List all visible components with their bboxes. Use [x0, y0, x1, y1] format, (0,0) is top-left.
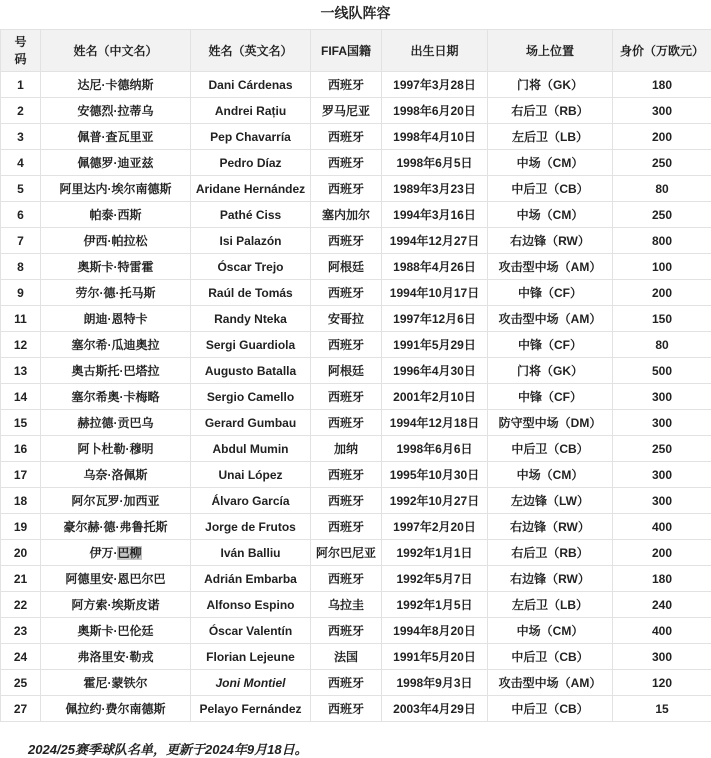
cell-nationality: 罗马尼亚 — [311, 98, 382, 124]
cell-name-cn: 伊万·巴柳 — [41, 540, 191, 566]
cell-number: 15 — [1, 410, 41, 436]
cell-name-en: Sergi Guardiola — [191, 332, 311, 358]
cell-number: 20 — [1, 540, 41, 566]
cell-number: 3 — [1, 124, 41, 150]
cell-position: 攻击型中场（AM） — [488, 254, 613, 280]
cell-value: 300 — [613, 488, 711, 514]
table-row — [1, 280, 711, 306]
table-row — [1, 176, 711, 202]
cell-value: 300 — [613, 644, 711, 670]
column-header-position: 场上位置 — [488, 30, 613, 72]
cell-dob: 1992年1月1日 — [382, 540, 488, 566]
table-row — [1, 670, 711, 696]
cell-value: 300 — [613, 462, 711, 488]
cell-nationality: 西班牙 — [311, 124, 382, 150]
cell-name-en: Pep Chavarría — [191, 124, 311, 150]
cell-number: 6 — [1, 202, 41, 228]
cell-number: 23 — [1, 618, 41, 644]
cell-name-cn: 阿尔瓦罗·加西亚 — [41, 488, 191, 514]
cell-name-cn: 阿里达内·埃尔南德斯 — [41, 176, 191, 202]
cell-number: 2 — [1, 98, 41, 124]
cell-position: 中场（CM） — [488, 618, 613, 644]
table-row — [1, 514, 711, 540]
cell-position: 右后卫（RB） — [488, 540, 613, 566]
column-header-name-cn: 姓名（中文名） — [41, 30, 191, 72]
cell-name-en: Iván Balliu — [191, 540, 311, 566]
cell-position: 门将（GK） — [488, 358, 613, 384]
cell-number: 24 — [1, 644, 41, 670]
cell-value: 300 — [613, 98, 711, 124]
cell-name-en: Gerard Gumbau — [191, 410, 311, 436]
cell-name-en: Florian Lejeune — [191, 644, 311, 670]
cell-nationality: 西班牙 — [311, 462, 382, 488]
cell-name-en: Augusto Batalla — [191, 358, 311, 384]
cell-name-cn: 豪尔赫·德·弗鲁托斯 — [41, 514, 191, 540]
cell-name-cn: 奥斯卡·特雷霍 — [41, 254, 191, 280]
cell-dob: 1998年6月20日 — [382, 98, 488, 124]
cell-position: 中锋（CF） — [488, 332, 613, 358]
cell-dob: 1996年4月30日 — [382, 358, 488, 384]
cell-dob: 1994年12月27日 — [382, 228, 488, 254]
cell-dob: 1988年4月26日 — [382, 254, 488, 280]
cell-nationality: 西班牙 — [311, 72, 382, 98]
cell-name-en: Pedro Díaz — [191, 150, 311, 176]
cell-dob: 1994年10月17日 — [382, 280, 488, 306]
cell-name-en: Pathé Ciss — [191, 202, 311, 228]
cell-value: 150 — [613, 306, 711, 332]
cell-number: 4 — [1, 150, 41, 176]
cell-number: 25 — [1, 670, 41, 696]
cell-position: 中后卫（CB） — [488, 436, 613, 462]
cell-name-cn: 奥斯卡·巴伦廷 — [41, 618, 191, 644]
cell-position: 左后卫（LB） — [488, 124, 613, 150]
cell-value: 400 — [613, 618, 711, 644]
cell-name-en: Óscar Valentín — [191, 618, 311, 644]
cell-nationality: 阿根廷 — [311, 254, 382, 280]
selected-text: 巴柳 — [117, 546, 142, 560]
cell-position: 防守型中场（DM） — [488, 410, 613, 436]
cell-name-cn: 阿卜杜勒·穆明 — [41, 436, 191, 462]
cell-name-en: Dani Cárdenas — [191, 72, 311, 98]
cell-position: 右后卫（RB） — [488, 98, 613, 124]
cell-position: 右边锋（RW） — [488, 566, 613, 592]
cell-value: 250 — [613, 150, 711, 176]
cell-name-cn: 塞尔希奥·卡梅略 — [41, 384, 191, 410]
cell-value: 180 — [613, 72, 711, 98]
table-row — [1, 618, 711, 644]
table-row — [1, 202, 711, 228]
cell-nationality: 西班牙 — [311, 332, 382, 358]
cell-name-en: Joni Montiel — [191, 670, 311, 696]
cell-nationality: 西班牙 — [311, 150, 382, 176]
table-row — [1, 150, 711, 176]
cell-position: 攻击型中场（AM） — [488, 670, 613, 696]
cell-name-cn: 乌奈·洛佩斯 — [41, 462, 191, 488]
cell-position: 门将（GK） — [488, 72, 613, 98]
cell-name-cn: 塞尔希·瓜迪奥拉 — [41, 332, 191, 358]
cell-position: 右边锋（RW） — [488, 228, 613, 254]
cell-number: 27 — [1, 696, 41, 722]
cell-dob: 1992年10月27日 — [382, 488, 488, 514]
cell-name-en: Alfonso Espino — [191, 592, 311, 618]
table-row — [1, 696, 711, 722]
cell-number: 7 — [1, 228, 41, 254]
cell-name-en: Pelayo Fernández — [191, 696, 311, 722]
cell-position: 中锋（CF） — [488, 280, 613, 306]
squad-page — [0, 6, 711, 758]
cell-dob: 1994年3月16日 — [382, 202, 488, 228]
table-row — [1, 306, 711, 332]
cell-name-cn: 阿方索·埃斯皮诺 — [41, 592, 191, 618]
cell-number: 14 — [1, 384, 41, 410]
cell-name-cn: 帕泰·西斯 — [41, 202, 191, 228]
cell-dob: 1997年3月28日 — [382, 72, 488, 98]
cell-number: 5 — [1, 176, 41, 202]
cell-position: 中场（CM） — [488, 462, 613, 488]
cell-value: 300 — [613, 410, 711, 436]
cell-name-en: Álvaro García — [191, 488, 311, 514]
cell-nationality: 西班牙 — [311, 280, 382, 306]
cell-value: 80 — [613, 332, 711, 358]
column-header-value: 身价（万欧元） — [613, 30, 711, 72]
cell-dob: 1998年6月6日 — [382, 436, 488, 462]
cell-name-en: Abdul Mumin — [191, 436, 311, 462]
cell-dob: 1997年12月6日 — [382, 306, 488, 332]
cell-name-cn: 赫拉德·贡巴乌 — [41, 410, 191, 436]
footer-note: 2024/25赛季球队名单，更新于2024年9月18日。 — [28, 742, 308, 757]
cell-value: 250 — [613, 436, 711, 462]
cell-position: 攻击型中场（AM） — [488, 306, 613, 332]
cell-nationality: 法国 — [311, 644, 382, 670]
table-row — [1, 72, 711, 98]
cell-value: 240 — [613, 592, 711, 618]
cell-name-en: Adrián Embarba — [191, 566, 311, 592]
cell-dob: 1997年2月20日 — [382, 514, 488, 540]
cell-dob: 1991年5月20日 — [382, 644, 488, 670]
cell-value: 100 — [613, 254, 711, 280]
cell-dob: 1995年10月30日 — [382, 462, 488, 488]
cell-value: 800 — [613, 228, 711, 254]
cell-dob: 1992年5月7日 — [382, 566, 488, 592]
cell-position: 中后卫（CB） — [488, 176, 613, 202]
cell-value: 300 — [613, 384, 711, 410]
cell-number: 17 — [1, 462, 41, 488]
cell-value: 200 — [613, 280, 711, 306]
cell-number: 18 — [1, 488, 41, 514]
cell-dob: 1998年6月5日 — [382, 150, 488, 176]
column-header-dob: 出生日期 — [382, 30, 488, 72]
cell-name-en: Raúl de Tomás — [191, 280, 311, 306]
cell-nationality: 西班牙 — [311, 566, 382, 592]
cell-position: 左边锋（LW） — [488, 488, 613, 514]
cell-name-cn: 达尼·卡德纳斯 — [41, 72, 191, 98]
table-row — [1, 566, 711, 592]
table-row — [1, 384, 711, 410]
table-row — [1, 124, 711, 150]
cell-nationality: 西班牙 — [311, 410, 382, 436]
cell-value: 80 — [613, 176, 711, 202]
cell-value: 180 — [613, 566, 711, 592]
cell-nationality: 阿根廷 — [311, 358, 382, 384]
cell-number: 22 — [1, 592, 41, 618]
squad-table — [0, 29, 711, 722]
cell-nationality: 西班牙 — [311, 176, 382, 202]
table-row — [1, 488, 711, 514]
cell-nationality: 西班牙 — [311, 228, 382, 254]
cell-position: 中场（CM） — [488, 150, 613, 176]
cell-name-cn: 佩普·查瓦里亚 — [41, 124, 191, 150]
cell-number: 8 — [1, 254, 41, 280]
cell-name-en: Óscar Trejo — [191, 254, 311, 280]
cell-name-en: Sergio Camello — [191, 384, 311, 410]
cell-number: 11 — [1, 306, 41, 332]
cell-name-cn: 弗洛里安·勒戎 — [41, 644, 191, 670]
cell-name-en: Aridane Hernández — [191, 176, 311, 202]
table-row — [1, 332, 711, 358]
cell-name-en: Isi Palazón — [191, 228, 311, 254]
cell-value: 200 — [613, 124, 711, 150]
cell-dob: 2003年4月29日 — [382, 696, 488, 722]
cell-nationality: 西班牙 — [311, 514, 382, 540]
cell-dob: 1991年5月29日 — [382, 332, 488, 358]
cell-name-cn: 安德烈·拉蒂乌 — [41, 98, 191, 124]
cell-name-en: Jorge de Frutos — [191, 514, 311, 540]
cell-nationality: 乌拉圭 — [311, 592, 382, 618]
cell-name-cn: 劳尔·德·托马斯 — [41, 280, 191, 306]
cell-number: 21 — [1, 566, 41, 592]
cell-dob: 1989年3月23日 — [382, 176, 488, 202]
cell-dob: 1994年12月18日 — [382, 410, 488, 436]
cell-nationality: 西班牙 — [311, 384, 382, 410]
cell-nationality: 塞内加尔 — [311, 202, 382, 228]
cell-name-cn: 霍尼·蒙铁尔 — [41, 670, 191, 696]
cell-name-cn: 伊西·帕拉松 — [41, 228, 191, 254]
table-body — [1, 72, 711, 722]
cell-dob: 2001年2月10日 — [382, 384, 488, 410]
column-header-no: 号码 — [1, 30, 41, 72]
table-row — [1, 410, 711, 436]
cell-nationality: 西班牙 — [311, 618, 382, 644]
cell-value: 200 — [613, 540, 711, 566]
table-row — [1, 592, 711, 618]
table-row — [1, 540, 711, 566]
cell-nationality: 阿尔巴尼亚 — [311, 540, 382, 566]
cell-nationality: 西班牙 — [311, 696, 382, 722]
column-header-nationality: FIFA国籍 — [311, 30, 382, 72]
cell-name-en: Unai López — [191, 462, 311, 488]
cell-number: 13 — [1, 358, 41, 384]
cell-name-en: Randy Nteka — [191, 306, 311, 332]
table-row — [1, 358, 711, 384]
cell-number: 1 — [1, 72, 41, 98]
table-row — [1, 228, 711, 254]
column-header-name-en: 姓名（英文名） — [191, 30, 311, 72]
cell-number: 19 — [1, 514, 41, 540]
cell-name-cn: 佩德罗·迪亚兹 — [41, 150, 191, 176]
cell-dob: 1992年1月5日 — [382, 592, 488, 618]
cell-dob: 1998年4月10日 — [382, 124, 488, 150]
cell-nationality: 西班牙 — [311, 488, 382, 514]
page-title: 一线队阵容 — [320, 5, 391, 21]
cell-position: 右边锋（RW） — [488, 514, 613, 540]
cell-position: 左后卫（LB） — [488, 592, 613, 618]
cell-name-cn: 奥古斯托·巴塔拉 — [41, 358, 191, 384]
table-row — [1, 462, 711, 488]
table-row — [1, 644, 711, 670]
cell-name-cn: 阿德里安·恩巴尔巴 — [41, 566, 191, 592]
cell-number: 16 — [1, 436, 41, 462]
cell-position: 中锋（CF） — [488, 384, 613, 410]
cell-value: 15 — [613, 696, 711, 722]
cell-value: 120 — [613, 670, 711, 696]
cell-position: 中后卫（CB） — [488, 644, 613, 670]
cell-value: 500 — [613, 358, 711, 384]
cell-value: 250 — [613, 202, 711, 228]
cell-position: 中场（CM） — [488, 202, 613, 228]
table-row — [1, 436, 711, 462]
cell-nationality: 加纳 — [311, 436, 382, 462]
header-row — [1, 30, 711, 72]
cell-nationality: 安哥拉 — [311, 306, 382, 332]
cell-dob: 1998年9月3日 — [382, 670, 488, 696]
cell-name-cn: 佩拉约·费尔南德斯 — [41, 696, 191, 722]
cell-number: 12 — [1, 332, 41, 358]
cell-number: 9 — [1, 280, 41, 306]
table-row — [1, 254, 711, 280]
cell-value: 400 — [613, 514, 711, 540]
cell-name-en: Andrei Rațiu — [191, 98, 311, 124]
cell-nationality: 西班牙 — [311, 670, 382, 696]
cell-position: 中后卫（CB） — [488, 696, 613, 722]
cell-name-cn: 朗迪·恩特卡 — [41, 306, 191, 332]
cell-dob: 1994年8月20日 — [382, 618, 488, 644]
table-row — [1, 98, 711, 124]
